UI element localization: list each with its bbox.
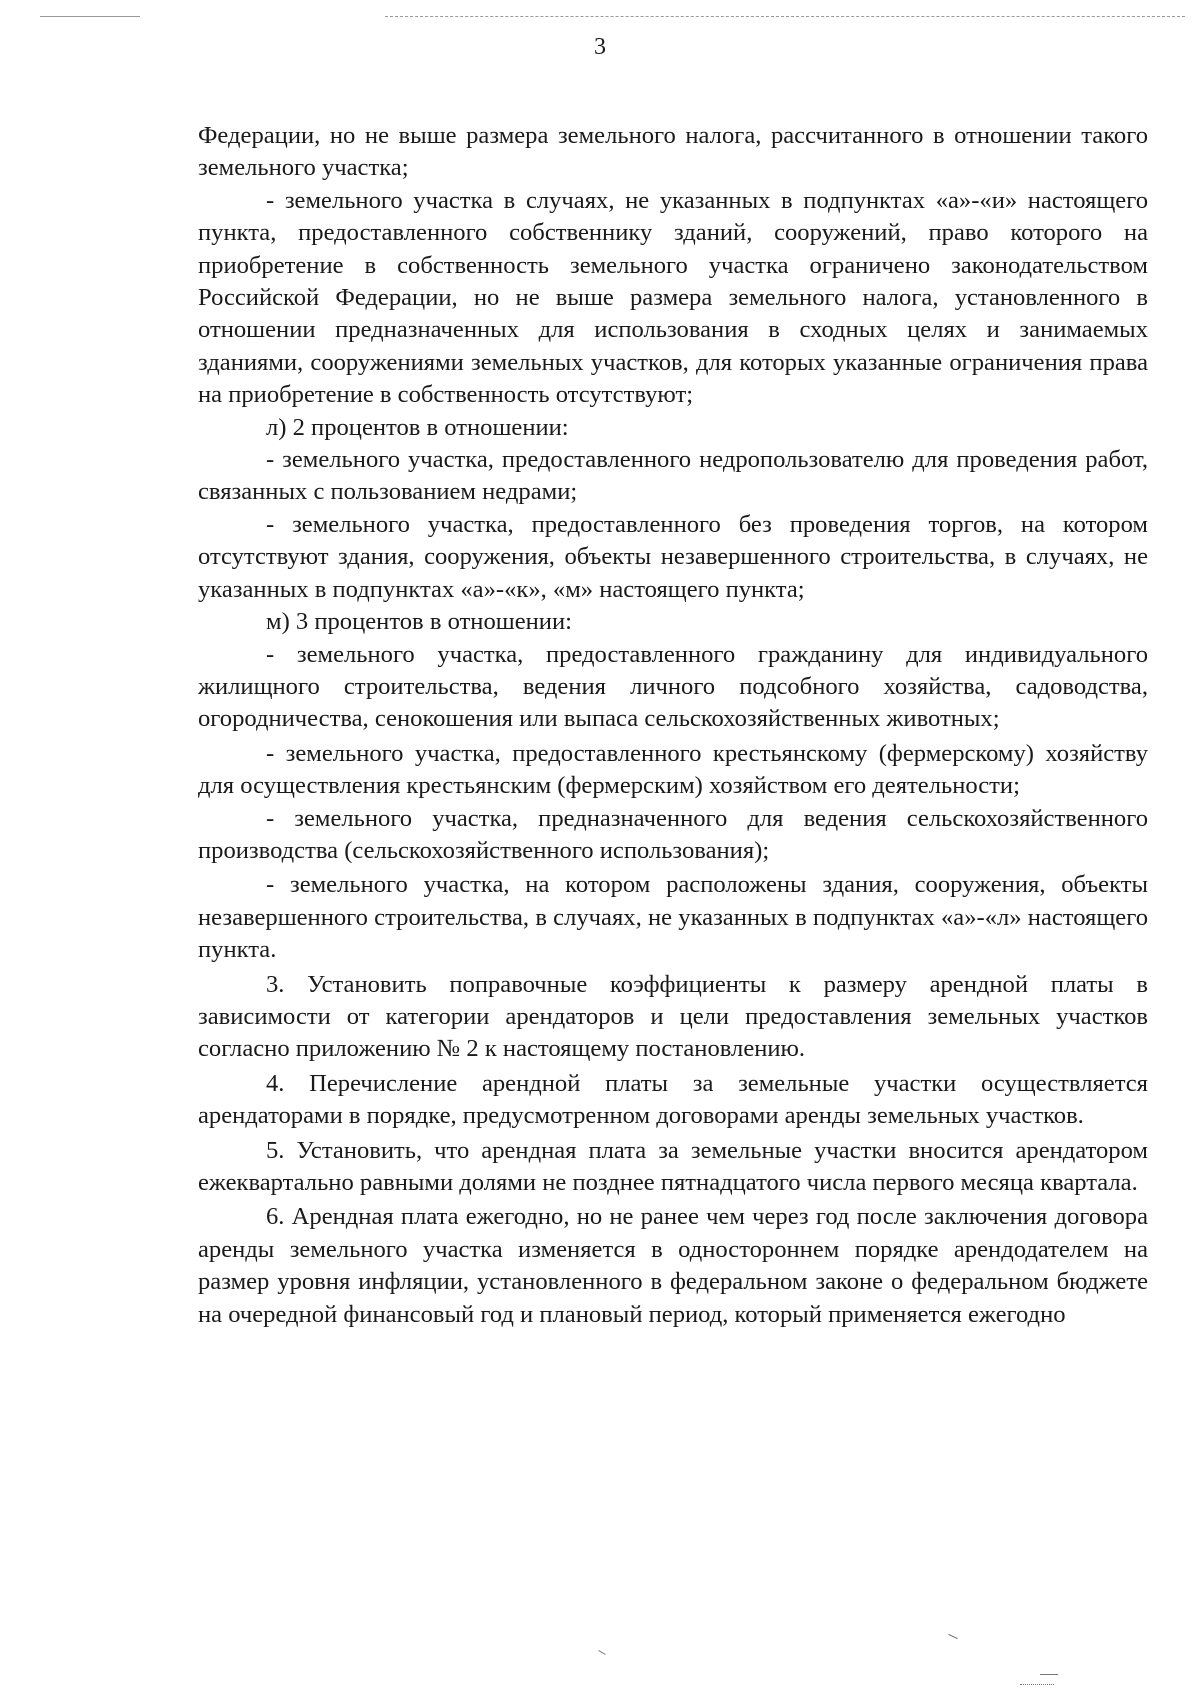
paragraph-clause-3: 3. Установить поправочные коэффициенты к размеру арендной платы в зависимости от категории арендаторов и цели предоставления земельных участков согласно приложению № 2 к настоящему постановлению. (198, 970, 1148, 1063)
scan-artifact-line (40, 16, 140, 17)
scan-speck (598, 1650, 605, 1655)
paragraph-bullet-subsoil: - земельного участка, предоставленного недропользователю для проведения работ, связанных с пользованием недрами; (198, 446, 1148, 506)
scan-speck (1040, 1674, 1058, 1675)
paragraph-item-l: л) 2 процентов в отношении: (266, 413, 569, 441)
page-number: 3 (594, 34, 606, 60)
paragraph-bullet-owner-buildings: - земельного участка в случаях, не указанных в подпунктах «а»-«и» настоящего пункта, предоставленного собственнику зданий, сооружений, право которого на приобретение в собственность земельного участка ограничено законодательством Российской Федерации, но не выше размера земельного налога, установленного в отношении предназначенных для использования в сходных целях и занимаемых зданиями, сооружениями земельных участков, для которых указанные ограничения права на приобретение в собственность отсутствуют; (198, 186, 1148, 409)
paragraph-clause-4: 4. Перечисление арендной платы за земельные участки осуществляется арендаторами в порядке, предусмотренном договорами аренды земельных участков. (198, 1069, 1148, 1130)
paragraph-bullet-farm: - земельного участка, предоставленного крестьянскому (фермерскому) хозяйству для осуществления крестьянским (фермерским) хозяйством его деятельности; (198, 739, 1148, 800)
document-body (198, 120, 1148, 1331)
paragraph-bullet-buildings: - земельного участка, на котором расположены здания, сооружения, объекты незавершенного строительства, в случаях, не указанных в подпунктах «а»-«л» настоящего пункта. (198, 871, 1148, 964)
scan-artifact-line (385, 16, 1185, 17)
paragraph-clause-6: 6. Арендная плата ежегодно, но не ранее чем через год после заключения договора аренды земельного участка изменяется в одностороннем порядке арендодателем на размер уровня инфляции, установленного в федеральном законе о федеральном бюджете на очередной финансовый год и плановый период, который применяется ежегодно (198, 1203, 1148, 1328)
scan-speck (1020, 1684, 1054, 1685)
paragraph-bullet-no-tender: - земельного участка, предоставленного без проведения торгов, на котором отсутствуют здания, сооружения, объекты незавершенного строительства, в случаях, не указанных в подпунктах «а»-«к», «м» настоящего пункта; (198, 510, 1148, 603)
paragraph-item-m: м) 3 процентов в отношении: (266, 608, 572, 636)
scan-speck (948, 1634, 957, 1639)
paragraph-clause-5: 5. Установить, что арендная плата за земельные участки вносится арендатором ежеквартально равными долями не позднее пятнадцатого числа первого месяца квартала. (198, 1136, 1148, 1196)
paragraph-continuation: Федерации, но не выше размера земельного налога, рассчитанного в отношении такого земельного участка; (198, 122, 1148, 182)
paragraph-bullet-citizen: - земельного участка, предоставленного гражданину для индивидуального жилищного строительства, ведения личного подсобного хозяйства, садоводства, огородничества, сенокошения или выпаса сельскохозяйственных животных; (198, 640, 1148, 733)
paragraph-bullet-agriculture: - земельного участка, предназначенного для ведения сельскохозяйственного производства (сельскохозяйственного использования); (198, 804, 1148, 864)
